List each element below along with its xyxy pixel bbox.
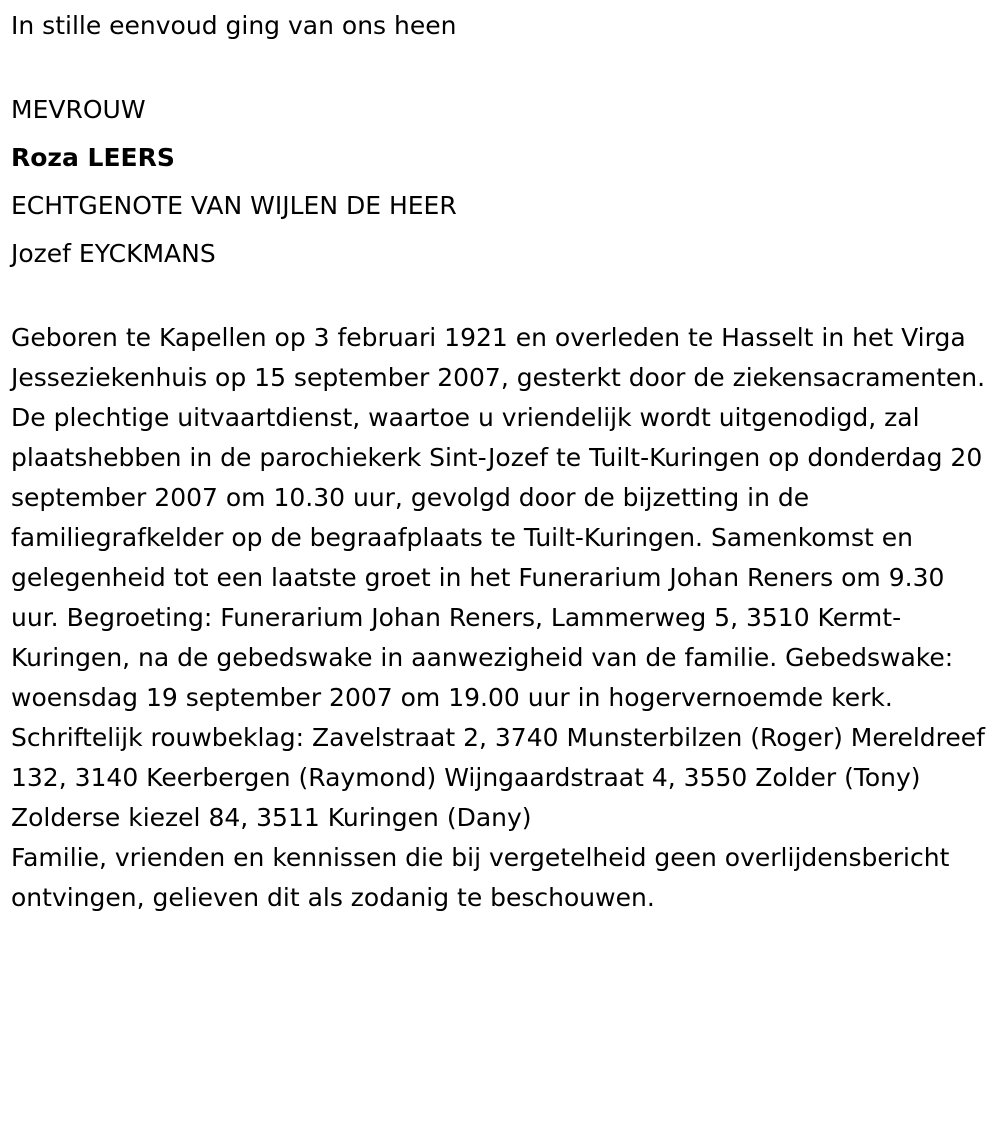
spouse-name: Jozef EYCKMANS	[11, 239, 216, 268]
relation-line: ECHTGENOTE VAN WIJLEN DE HEER	[11, 191, 457, 220]
deceased-header	[11, 86, 993, 278]
intro-line: In stille eenvoud ging van ons heen	[11, 11, 457, 40]
obituary-text	[11, 6, 993, 918]
funeral-info-paragraph: De plechtige uitvaartdienst, waartoe u vriendelijk wordt uitgenodigd, zal plaatshebben in de parochiekerk Sint-Jozef te Tuilt-Kuringen op donderdag 20 september 2007 om 10.30 uur, gevolgd door de bijzetting in de familiegrafkelder op de begraafplaats te Tuilt-Kuringen. Samenkomst en gelegenheid tot een laatste groet in het Funerarium Johan Reners om 9.30 uur. Begroeting: Funerarium Johan Reners, Lammerweg 5, 3510 Kermt-Kuringen, na de gebedswake in aanwezigheid van de familie. Gebedswake: woensdag 19 september 2007 om 19.00 uur in hogervernoemde kerk.	[11, 403, 983, 712]
birth-death-paragraph: Geboren te Kapellen op 3 februari 1921 en overleden te Hasselt in het Virga Jesseziekenhuis op 15 september 2007, gesterkt door de ziekensacramenten.	[11, 323, 986, 392]
title-line: MEVROUW	[11, 95, 146, 124]
deceased-name: Roza LEERS	[11, 143, 175, 172]
condolences-paragraph: Schriftelijk rouwbeklag: Zavelstraat 2, 3740 Munsterbilzen (Roger) Mereldreef 132, 3140 Keerbergen (Raymond) Wijngaardstraat 4, 3550 Zolder (Tony) Zolderse kiezel 84, 3511 Kuringen (Dany)	[11, 723, 985, 832]
closing-note-paragraph: Familie, vrienden en kennissen die bij vergetelheid geen overlijdensbericht ontvingen, gelieven dit als zodanig te beschouwen.	[11, 843, 950, 912]
